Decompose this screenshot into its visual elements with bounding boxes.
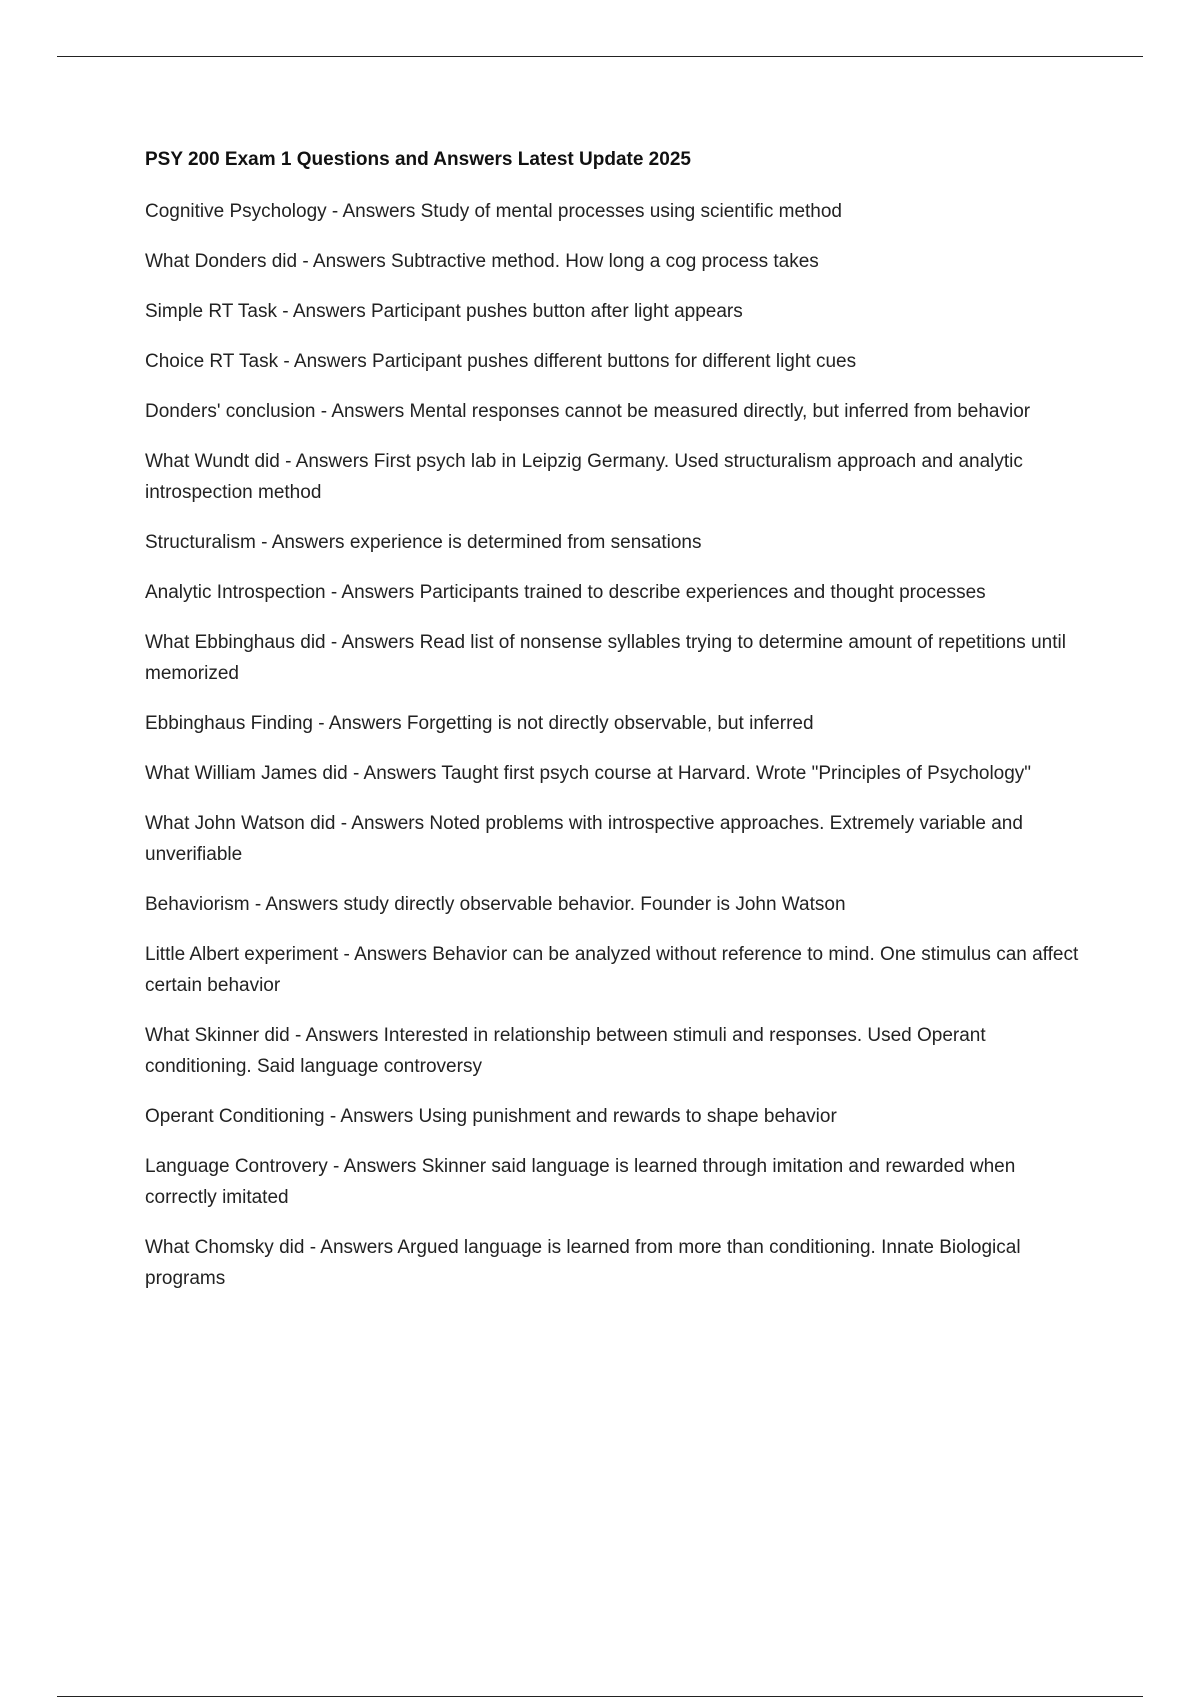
qa-item: What Chomsky did - Answers Argued language is learned from more than conditioning. Innate Biological programs	[145, 1237, 1021, 1289]
qa-item: Language Controvery - Answers Skinner said language is learned through imitation and rewarded when correctly imitated	[145, 1156, 1016, 1208]
footer-rule	[57, 1696, 1143, 1697]
header-rule	[57, 56, 1143, 57]
qa-item: Ebbinghaus Finding - Answers Forgetting is not directly observable, but inferred	[145, 713, 814, 734]
document-body	[145, 146, 1090, 1313]
qa-item: Donders' conclusion - Answers Mental responses cannot be measured directly, but inferred from behavior	[145, 401, 1031, 422]
document-title: PSY 200 Exam 1 Questions and Answers Latest Update 2025	[145, 149, 691, 170]
qa-item: Little Albert experiment - Answers Behavior can be analyzed without reference to mind. One stimulus can affect certain behavior	[145, 944, 1079, 996]
qa-list	[145, 196, 1090, 1294]
qa-item: What Donders did - Answers Subtractive method. How long a cog process takes	[145, 251, 819, 272]
qa-item: Simple RT Task - Answers Participant pushes button after light appears	[145, 301, 743, 322]
qa-item: What Wundt did - Answers First psych lab in Leipzig Germany. Used structuralism approach and analytic introspection method	[145, 451, 1023, 503]
qa-item: What Skinner did - Answers Interested in relationship between stimuli and responses. Used Operant conditioning. Said language controversy	[145, 1025, 986, 1077]
qa-item: Operant Conditioning - Answers Using punishment and rewards to shape behavior	[145, 1106, 837, 1127]
qa-item: Behaviorism - Answers study directly observable behavior. Founder is John Watson	[145, 894, 846, 915]
qa-item: Structuralism - Answers experience is determined from sensations	[145, 532, 702, 553]
qa-item: What Ebbinghaus did - Answers Read list of nonsense syllables trying to determine amount of repetitions until memorized	[145, 632, 1066, 684]
qa-item: Choice RT Task - Answers Participant pushes different buttons for different light cues	[145, 351, 857, 372]
qa-item: Cognitive Psychology - Answers Study of mental processes using scientific method	[145, 201, 842, 222]
qa-item: Analytic Introspection - Answers Participants trained to describe experiences and thought processes	[145, 582, 986, 603]
qa-item: What William James did - Answers Taught first psych course at Harvard. Wrote "Principles of Psychology"	[145, 763, 1032, 784]
qa-item: What John Watson did - Answers Noted problems with introspective approaches. Extremely variable and unverifiable	[145, 813, 1023, 865]
